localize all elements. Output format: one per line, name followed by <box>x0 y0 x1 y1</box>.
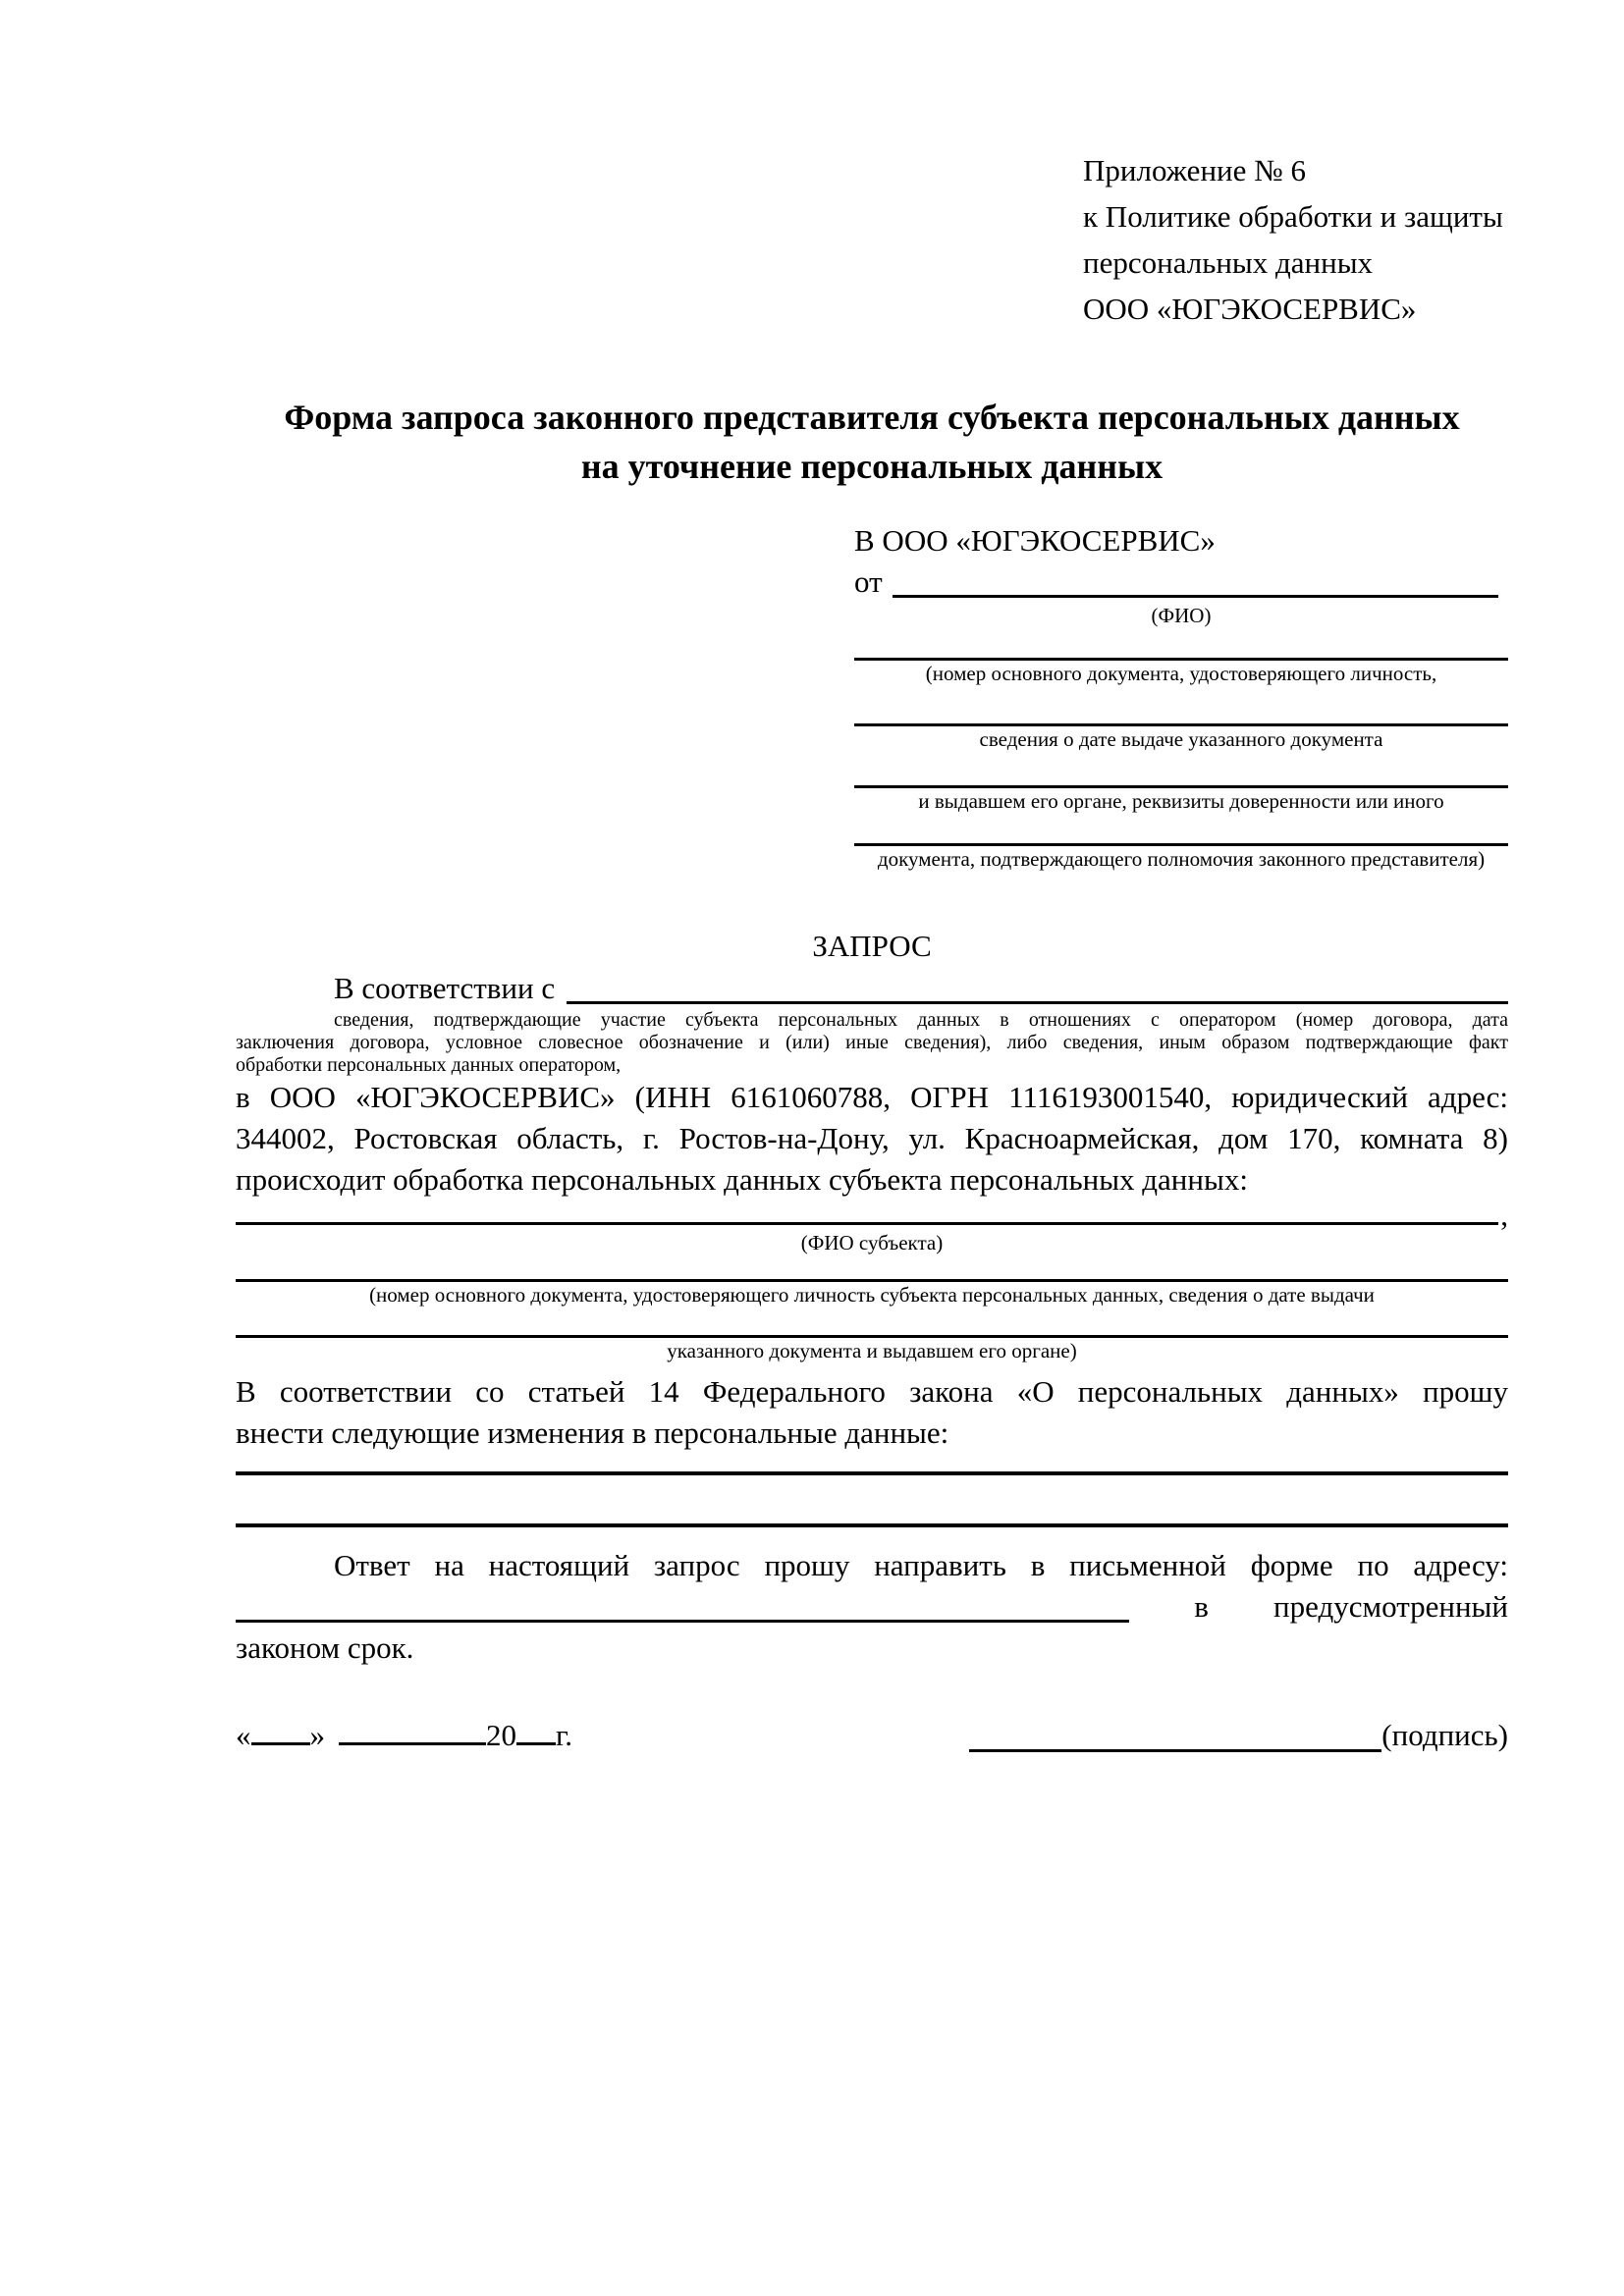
addressee-organization: В ООО «ЮГЭКОСЕРВИС» <box>854 523 1216 558</box>
quote-open: « <box>236 1718 251 1752</box>
basis-prefix: В соответствии с <box>334 971 556 1005</box>
fio-caption: (ФИО) <box>1151 604 1212 627</box>
from-label: от <box>854 564 883 599</box>
doc-number-blank-field <box>854 628 1508 661</box>
signature-caption: (подпись) <box>1381 1718 1508 1752</box>
fio-blank-field <box>893 595 1498 598</box>
footnote-line: сведения, подтверждающие участие субъекта персональных данных в отношениях с оператором (номер договора, дата <box>334 1009 1508 1031</box>
changes-blank-field-1 <box>236 1456 1508 1475</box>
request-heading: ЗАПРОС <box>812 929 932 963</box>
subject-doc-caption: указанного документа и выдавшем его органе) <box>667 1339 1077 1362</box>
doc-caption: (номер основного документа, удостоверяющего личность, <box>925 662 1437 685</box>
subject-doc-blank-field <box>236 1255 1508 1282</box>
subject-doc-caption: (номер основного документа, удостоверяющего личность субъекта персональных данных, сведения о дате выдачи <box>369 1283 1375 1307</box>
subject-fio-caption: (ФИО субъекта) <box>800 1231 944 1255</box>
doc-caption: документа, подтверждающего полномочия законного представителя) <box>877 847 1486 871</box>
doc-issuer-blank-field <box>854 752 1508 788</box>
addressee-block <box>854 520 1508 872</box>
page-title <box>236 393 1508 491</box>
article-line: внести следующие изменения в персональные данные: <box>236 1415 949 1450</box>
response-tail: законом срок. <box>236 1630 414 1665</box>
article-line: В соответствии со статьей 14 Федерального закона «О персональных данных» прошу <box>236 1374 1508 1409</box>
signature-blank-field <box>969 1749 1381 1752</box>
appendix-line: к Политике обработки и защиты <box>1083 199 1503 234</box>
signature-field <box>969 1714 1508 1757</box>
subject-fio-row <box>236 1198 1508 1232</box>
year-prefix: 20 <box>486 1718 516 1752</box>
subject-fio-blank-field <box>236 1222 1498 1225</box>
operator-line: в ООО «ЮГЭКОСЕРВИС» (ИНН 6161060788, ОГРН 1116193001540, юридический адрес: <box>236 1080 1508 1114</box>
footnote-line: обработки персональных данных оператором, <box>236 1054 622 1076</box>
appendix-line: ООО «ЮГЭКОСЕРВИС» <box>1083 292 1417 326</box>
article-paragraph <box>236 1371 1508 1454</box>
title-line: Форма запроса законного представителя субъекта персональных данных <box>284 398 1460 437</box>
appendix-header <box>1083 147 1508 332</box>
appendix-line: Приложение № 6 <box>1083 153 1306 187</box>
basis-row <box>236 968 1508 1009</box>
operator-line: 344002, Ростовская область, г. Ростов-на-Дону, ул. Красноармейская, дом 170, комната 8) <box>236 1121 1508 1155</box>
operator-line: происходит обработка персональных данных субъекта персональных данных: <box>236 1162 1248 1197</box>
appendix-line: персональных данных <box>1083 245 1374 280</box>
doc-authority-blank-field <box>854 814 1508 846</box>
date-signature-row <box>236 1714 1508 1757</box>
operator-paragraph <box>236 1077 1508 1201</box>
date-field <box>236 1714 572 1757</box>
changes-blank-field-2 <box>236 1475 1508 1527</box>
day-blank-field <box>251 1742 310 1745</box>
doc-caption: и выдавшем его органе, реквизиты доверенности или иного <box>918 789 1444 813</box>
subject-comma: , <box>1500 1198 1508 1232</box>
response-word-in: в <box>1194 1589 1209 1624</box>
year-blank-field <box>516 1742 556 1745</box>
title-line: на уточнение персональных данных <box>580 447 1164 486</box>
doc-date-blank-field <box>854 686 1508 726</box>
doc-caption: сведения о дате выдаче указанного документа <box>979 727 1383 751</box>
year-suffix: г. <box>556 1718 572 1752</box>
month-blank-field <box>339 1742 486 1745</box>
response-word-term: предусмотренный <box>1273 1589 1508 1624</box>
response-paragraph <box>236 1545 1508 1669</box>
basis-footnote <box>236 1009 1508 1077</box>
page-content <box>236 147 1508 1757</box>
quote-close: » <box>309 1718 325 1752</box>
footnote-line: заключения договора, условное словесное обозначение и (или) иные сведения), либо сведения, иным образом подтверждающие факт <box>236 1032 1508 1053</box>
subject-doc-issuer-blank-field <box>236 1308 1508 1338</box>
from-row <box>854 561 1508 603</box>
response-address-row <box>236 1586 1508 1628</box>
response-line: Ответ на настоящий запрос прошу направить в письменной форме по адресу: <box>334 1548 1508 1582</box>
address-blank-field <box>236 1620 1129 1623</box>
basis-blank-field <box>567 1001 1508 1004</box>
